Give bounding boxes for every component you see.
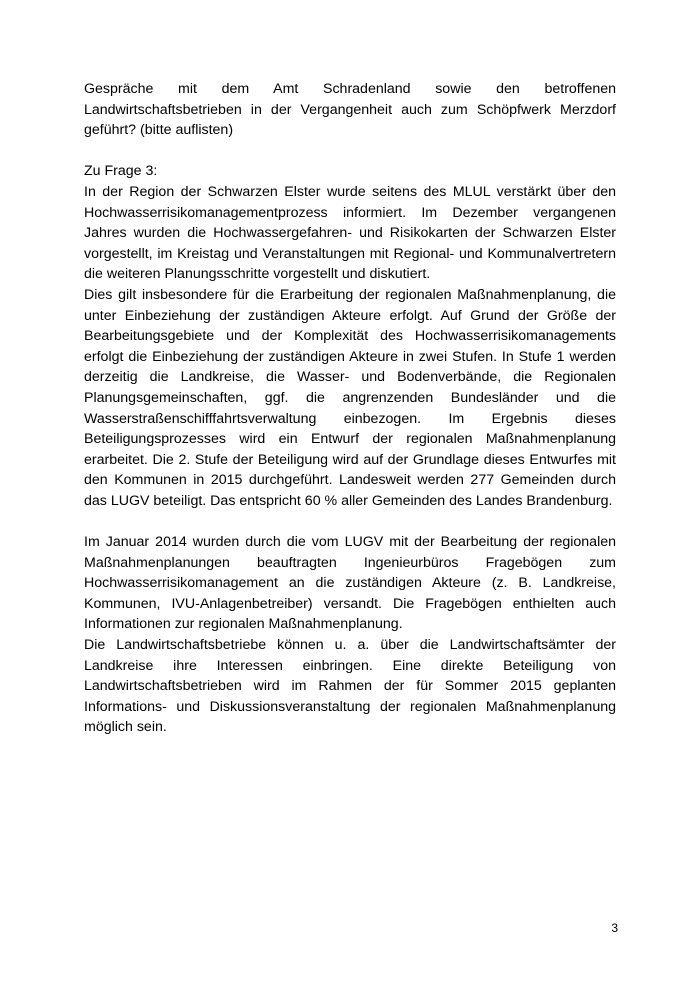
section-heading: Zu Frage 3: [84,163,158,180]
intro-paragraph: Gespräche mit dem Amt Schradenland sowie den betroffenen Landwirtschaftsbetrieben in der Vergangenheit auch zum Schöpfwerk Merzdorf geführt? (bitte auflisten) [84,81,616,139]
paragraph-3: Im Januar 2014 wurden durch die vom LUGV mit der Bearbeitung der regionalen Maßnahmenplanungen beauftragten Ingenieurbüros Fragebögen zum Hochwasserrisikomanagement an die zuständigen Akteure (z. B. Landkreise, Kommunen, IVU-Anlagenbetreiber) versandt. Die Fragebögen enthielten auch Informationen zur regionalen Maßnahmenplanung. [84,534,616,633]
paragraph-spacer [84,141,616,162]
paragraph-1: In der Region der Schwarzen Elster wurde seitens des MLUL verstärkt über den Hochwasserrisikomanagementprozess informiert. Im Dezember vergangenen Jahres wurden die Hochwassergefahren- und Risikokarten der Schwarzen Elster vorgestellt, im Kreistag und Veranstaltungen mit Regional- und Kommunalvertretern die weiteren Planungsschritte vorgestellt und diskutiert. [84,183,616,283]
paragraph-2: Dies gilt insbesondere für die Erarbeitung der regionalen Maßnahmenplanung, die unter Einbeziehung der zuständigen Akteure erfolgt. Auf Grund der Größe der Bearbeitungsgebiete und der Komplexität des Hochwasserrisikomanagements erfolgt die Einbeziehung der zuständigen Akteure in zwei Stufen. In Stufe 1 werden derzeitig die Landkreise, die Wasser- und Bodenverbände, die Regionalen Planungsgemeinschaften, ggf. die angrenzenden Bundesländer und die Wasserstraßenschifffahrtsverwaltung einbezogen. Im Ergebnis dieses Beteiligungsprozesses wird ein Entwurf der regionalen Maßnahmenplanung erarbeitet. Die 2. Stufe der Beteiligung wird auf der Grundlage dieses Entwurfes mit den Kommunen in 2015 durchgeführt. Landesweit werden 277 Gemeinden durch das LUGV beteiligt. Das entspricht 60 % aller Gemeinden des Landes Brandenburg. [84,286,616,509]
paragraph-4: Die Landwirtschaftsbetriebe können u. a. über die Landwirtschaftsämter der Landkreise ihre Interessen einbringen. Eine direkte Beteiligung von Landwirtschaftsbetrieben wird im Rahmen der für Sommer 2015 geplanten Informations- und Diskussionsveranstaltung der regionalen Maßnahmenplanung möglich sein. [84,637,616,736]
paragraph-spacer [84,511,616,532]
page-number: 3 [611,921,618,935]
body-text [84,79,616,738]
